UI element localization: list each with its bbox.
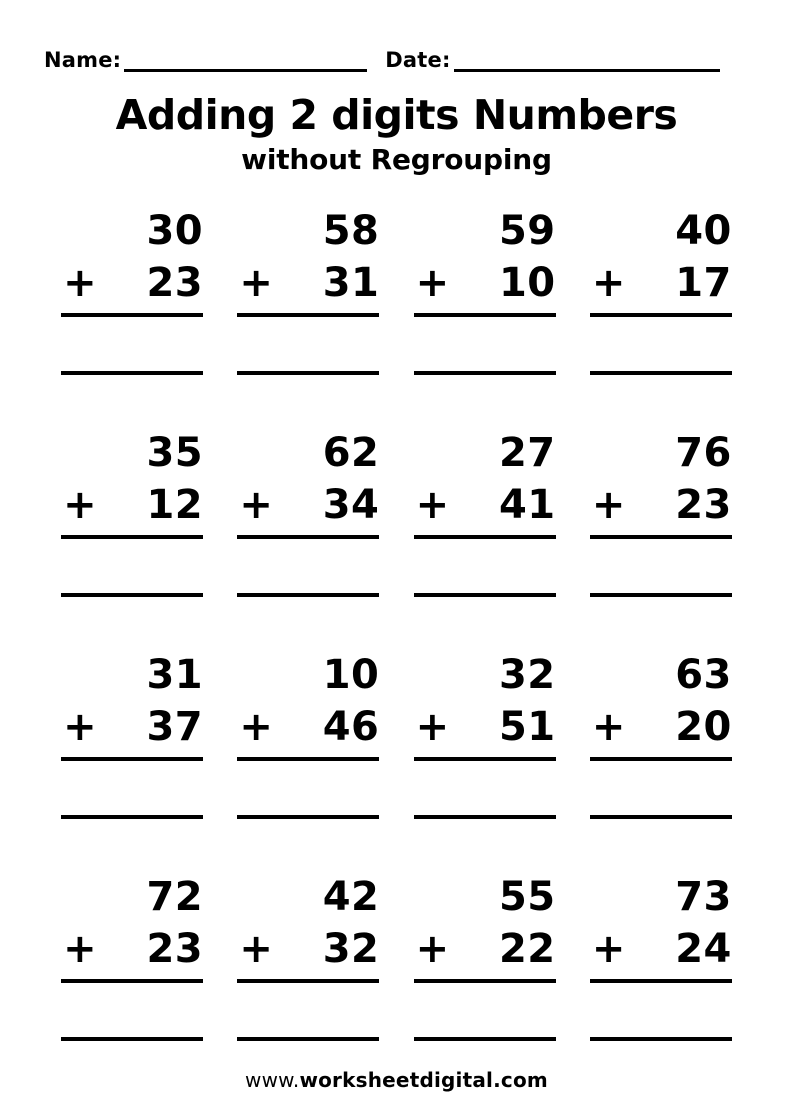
problem-cell (44, 200, 220, 422)
addend-top: 55 (498, 874, 556, 921)
addend-bottom: 12 (146, 481, 204, 528)
footer-url-prefix: www. (245, 1068, 300, 1092)
problem-cell (573, 644, 749, 866)
problem (237, 428, 379, 596)
addend-top: 59 (498, 208, 556, 255)
problem (590, 428, 732, 596)
footer-brand: worksheetdigital.com (299, 1068, 548, 1092)
plus-icon: + (63, 259, 97, 306)
sum-rule (590, 979, 732, 983)
problem (590, 872, 732, 1040)
answer-rule (414, 593, 556, 597)
plus-icon: + (591, 703, 626, 750)
addend-bottom: 51 (498, 703, 556, 750)
student-info-row (44, 50, 749, 72)
plus-icon: + (239, 925, 273, 972)
problem (61, 206, 203, 374)
addend-bottom-row (590, 702, 732, 753)
sum-rule (61, 535, 203, 539)
addend-bottom-row (590, 258, 732, 309)
plus-icon: + (415, 481, 450, 528)
addend-bottom-row (237, 480, 379, 531)
sum-rule (590, 313, 732, 317)
answer-rule (414, 815, 556, 819)
addend-bottom: 23 (146, 925, 204, 972)
addend-bottom: 22 (498, 925, 556, 972)
problem (414, 206, 556, 374)
problem (590, 206, 732, 374)
answer-rule (414, 371, 556, 375)
name-label: Name: (44, 48, 122, 72)
plus-icon: + (239, 481, 273, 528)
plus-icon: + (591, 481, 626, 528)
addend-bottom: 17 (675, 259, 732, 306)
problem-cell (220, 644, 396, 866)
addend-bottom: 34 (322, 481, 380, 528)
addend-top: 27 (498, 430, 556, 477)
answer-rule (237, 371, 379, 375)
answer-rule (61, 815, 203, 819)
answer-rule (590, 371, 732, 375)
addend-top: 30 (146, 208, 204, 255)
sum-rule (61, 757, 203, 761)
sum-rule (590, 535, 732, 539)
addend-bottom: 24 (675, 925, 732, 972)
addend-bottom: 46 (322, 703, 380, 750)
addend-bottom-row (61, 258, 203, 309)
problem (414, 872, 556, 1040)
footer-credit (0, 1068, 793, 1092)
sum-rule (414, 313, 556, 317)
page-subtitle: without Regrouping (241, 143, 552, 177)
problem (237, 650, 379, 818)
sum-rule (237, 979, 379, 983)
problem-cell (220, 422, 396, 644)
plus-icon: + (591, 925, 626, 972)
addend-bottom: 37 (146, 703, 204, 750)
addend-bottom-row (237, 924, 379, 975)
addend-bottom-row (590, 480, 732, 531)
answer-rule (590, 1037, 732, 1041)
addend-bottom-row (237, 258, 379, 309)
problem (414, 428, 556, 596)
plus-icon: + (63, 925, 97, 972)
addend-bottom: 23 (146, 259, 204, 306)
problem-cell (220, 200, 396, 422)
addend-top: 32 (498, 652, 556, 699)
addend-top: 72 (146, 874, 204, 921)
name-field (44, 50, 367, 72)
addend-bottom-row (237, 702, 379, 753)
date-label: Date: (385, 48, 451, 72)
addend-top: 31 (146, 652, 204, 699)
plus-icon: + (415, 925, 450, 972)
problem (237, 206, 379, 374)
problem-cell (397, 644, 573, 866)
addend-top: 10 (322, 652, 380, 699)
sum-rule (237, 535, 379, 539)
addend-bottom-row (414, 258, 556, 309)
addend-bottom: 41 (498, 481, 556, 528)
name-input-blank[interactable] (124, 53, 367, 72)
sum-rule (414, 979, 556, 983)
addend-bottom: 31 (322, 259, 380, 306)
problem (414, 650, 556, 818)
problem (61, 872, 203, 1040)
answer-rule (61, 1037, 203, 1041)
problem (590, 650, 732, 818)
plus-icon: + (415, 703, 450, 750)
date-field (385, 50, 719, 72)
answer-rule (61, 371, 203, 375)
addend-bottom-row (590, 924, 732, 975)
plus-icon: + (591, 259, 626, 306)
sum-rule (414, 535, 556, 539)
addend-top: 40 (675, 208, 732, 255)
problem (237, 872, 379, 1040)
problem-cell (573, 200, 749, 422)
answer-rule (237, 1037, 379, 1041)
addend-top: 35 (146, 430, 204, 477)
page-title: Adding 2 digits Numbers (115, 91, 678, 139)
addend-bottom-row (414, 924, 556, 975)
answer-rule (590, 815, 732, 819)
plus-icon: + (239, 703, 273, 750)
answer-rule (414, 1037, 556, 1041)
plus-icon: + (239, 259, 273, 306)
addend-bottom: 32 (322, 925, 380, 972)
sum-rule (61, 313, 203, 317)
problem-cell (573, 866, 749, 1088)
problem-cell (44, 422, 220, 644)
problem-cell (397, 866, 573, 1088)
sum-rule (237, 757, 379, 761)
addend-bottom-row (61, 480, 203, 531)
addend-top: 62 (322, 430, 380, 477)
plus-icon: + (415, 259, 450, 306)
addend-bottom-row (414, 702, 556, 753)
addend-top: 63 (675, 652, 732, 699)
addend-bottom: 20 (675, 703, 732, 750)
addend-bottom: 10 (498, 259, 556, 306)
addend-top: 42 (322, 874, 380, 921)
addend-bottom: 23 (675, 481, 732, 528)
plus-icon: + (63, 703, 97, 750)
problem (61, 428, 203, 596)
sum-rule (590, 757, 732, 761)
problem-cell (397, 422, 573, 644)
sum-rule (237, 313, 379, 317)
problem-cell (44, 866, 220, 1088)
problem (61, 650, 203, 818)
problem-grid (44, 200, 749, 1088)
plus-icon: + (63, 481, 97, 528)
addend-top: 73 (675, 874, 732, 921)
addend-bottom-row (61, 702, 203, 753)
answer-rule (237, 815, 379, 819)
answer-rule (590, 593, 732, 597)
sum-rule (414, 757, 556, 761)
problem-cell (44, 644, 220, 866)
addend-bottom-row (414, 480, 556, 531)
sum-rule (61, 979, 203, 983)
problem-cell (397, 200, 573, 422)
answer-rule (237, 593, 379, 597)
addend-bottom-row (61, 924, 203, 975)
addend-top: 58 (322, 208, 380, 255)
addend-top: 76 (675, 430, 732, 477)
answer-rule (61, 593, 203, 597)
date-input-blank[interactable] (454, 53, 720, 72)
problem-cell (573, 422, 749, 644)
problem-cell (220, 866, 396, 1088)
